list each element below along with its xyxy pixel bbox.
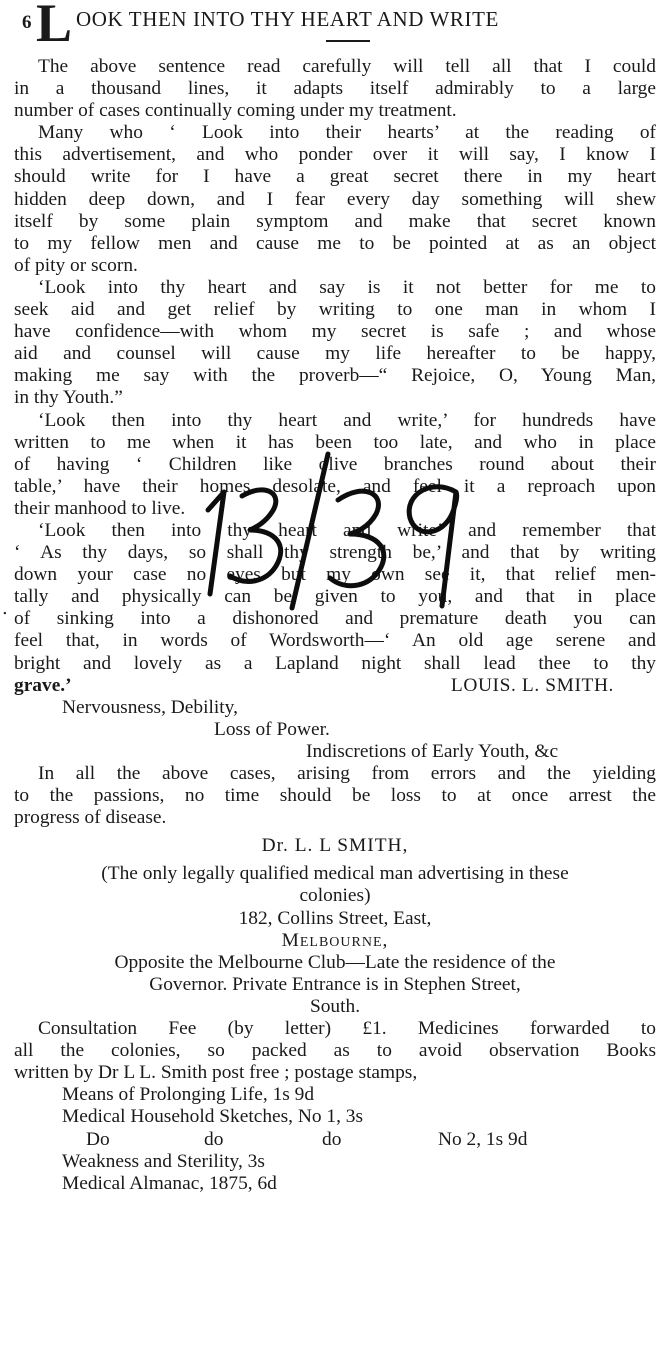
headline-rule [326, 40, 370, 42]
text-line: ‘Look then into thy heart and write,’ for hundreds have [38, 409, 656, 431]
ailment-line: Nervousness, Debility, [62, 696, 238, 718]
text-line: The above sentence read carefully will tell all that I could [38, 56, 656, 77]
text-line: in a thousand lines, it adapts itself admirably to a large [14, 78, 656, 100]
text-line: down your case no eyes but my own see it, that relief men- [14, 564, 656, 586]
ailment-line: Indiscretions of Early Youth, &c [306, 740, 559, 762]
text-line: aid and counsel will cause my life hereafter to be happy, [14, 343, 656, 365]
book-item: Weakness and Sterility, 3s [62, 1150, 265, 1172]
ditto-mark: do [322, 1128, 342, 1150]
qualification-line: colonies) [299, 885, 371, 907]
ailment-line: Loss of Power. [214, 718, 330, 740]
ditto-mark: Do [86, 1128, 110, 1150]
headline-number: 6 [22, 12, 32, 33]
text-line: this advertisement, and who ponder over it will say, I know I [14, 144, 656, 166]
text-line: in thy Youth.” [14, 387, 123, 409]
ditto-mark: do [204, 1128, 224, 1150]
text-line: of sinking into a dishonored and premature death you can [14, 608, 656, 630]
advertisement-body [14, 56, 656, 1195]
text-line: In all the above cases, arising from errors and the yielding [38, 763, 656, 784]
text-line: written by Dr L L. Smith post free ; postage stamps, [14, 1062, 418, 1084]
signature: LOUIS. L. SMITH. [450, 674, 614, 696]
text-line: written to me when it has been too late, and who in place [14, 431, 656, 453]
address-line: 182, Collins Street, East, [238, 907, 432, 929]
stray-mark: . [2, 598, 8, 619]
doctor-name: Dr. L. L SMITH, [261, 835, 409, 857]
text-line: making me say with the proverb—“ Rejoice, O, Young Man, [14, 365, 656, 387]
qualification-line: (The only legally qualified medical man advertising in these [101, 863, 569, 885]
signature-row [14, 675, 656, 697]
headline-text: OOK THEN INTO THY HEART AND WRITE [76, 7, 499, 31]
location-line: Governor. Private Entrance is in Stephen Street, [149, 973, 521, 995]
headline-drop-cap: L [36, 0, 73, 53]
text-line: ‘Look then into thy heart and write’ and remember that [38, 519, 656, 541]
text-line: itself by some plain symptom and make that secret known [14, 210, 656, 232]
location-line: Opposite the Melbourne Club—Late the residence of the [114, 951, 556, 973]
text-line: grave.’ [14, 674, 72, 696]
city-line: Melbourne, [281, 929, 389, 951]
headline [14, 0, 654, 53]
text-line: Consultation Fee (by letter) £1. Medicines forwarded to [38, 1018, 656, 1040]
text-line: have confidence—with whom my secret is safe ; and whose [14, 321, 656, 343]
text-line: should write for I have a great secret there in my heart [14, 166, 656, 188]
text-line: to the passions, no time should be loss to at once arrest the [14, 785, 656, 807]
book-item: Medical Almanac, 1875, 6d [62, 1172, 277, 1194]
text-line: their manhood to live. [14, 497, 186, 519]
location-line: South. [309, 995, 361, 1017]
text-line: to my fellow men and cause me to be pointed at as an object [14, 232, 656, 254]
text-line: bright and lovely as a Lapland night shall lead thee to thy [14, 652, 656, 674]
text-line: of pity or scorn. [14, 254, 138, 276]
text-line: number of cases continually coming under my treatment. [14, 100, 457, 122]
text-line: feel that, in words of Wordsworth—‘ An old age serene and [14, 630, 656, 652]
text-line: hidden deep down, and I fear every day something will shew [14, 188, 656, 210]
book-item [14, 1129, 656, 1151]
text-line: ‘Look into thy heart and say is it not better for me to [38, 276, 656, 298]
text-line: ‘ As thy days, so shall thy strength be,’ and that by writing [14, 542, 656, 564]
book-item: Means of Prolonging Life, 1s 9d [62, 1084, 315, 1106]
text-line: tally and physically can be given to you, and that in place [14, 586, 656, 608]
text-line: of having ‘ Children like olive branches round about their [14, 453, 656, 475]
text-line: all the colonies, so packed as to avoid observation Books [14, 1040, 656, 1062]
text-line: progress of disease. [14, 807, 167, 829]
book-volume: No 2, 1s 9d [438, 1128, 528, 1150]
book-item: Medical Household Sketches, No 1, 3s [62, 1106, 364, 1128]
text-line: table,’ have their homes desolate, and feel it a reproach upon [14, 475, 656, 497]
text-line: Many who ‘ Look into their hearts’ at the reading of [38, 122, 656, 144]
text-line: seek aid and get relief by writing to one man in whom I [14, 299, 656, 321]
